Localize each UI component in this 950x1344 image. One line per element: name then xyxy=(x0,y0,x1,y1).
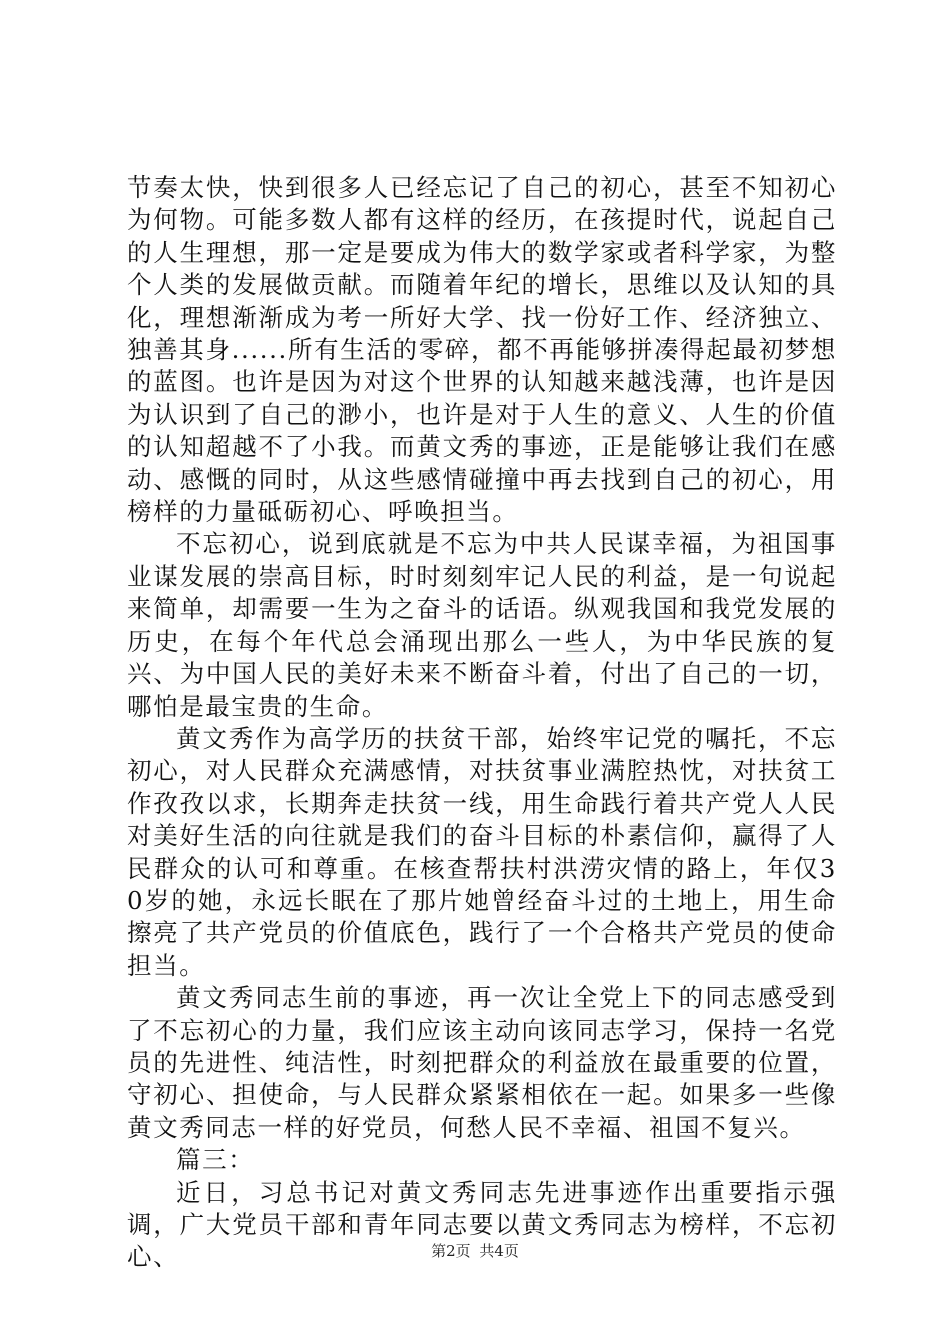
page-total: 共4页 xyxy=(479,1242,519,1260)
paragraph-1: 节奏太快，快到很多人已经忘记了自己的初心，甚至不知初心为何物。可能多数人都有这样的经历，在孩提时代，说起自己的人生理想，那一定是要成为伟大的数学家或者科学家，为整个人类的发展做贡献。而随着年纪的增长，思维以及认知的具化，理想渐渐成为考一所好大学、找一份好工作、经济独立、独善其身......所有生活的零碎，都不再能够拼凑得起最初梦想的蓝图。也许是因为对这个世界的认知越来越浅薄，也许是因为认识到了自己的渺小，也许是对于人生的意义、人生的价值的认知超越不了小我。而黄文秀的事迹，正是能够让我们在感动、感慨的同时，从这些感情碰撞中再去找到自己的初心，用榜样的力量砥砺初心、呼唤担当。 xyxy=(127,173,837,527)
document-body xyxy=(127,172,837,1274)
paragraph-5: 近日，习总书记对黄文秀同志先进事迹作出重要指示强调，广大党员干部和青年同志要以黄文秀同志为榜样，不忘初心、 xyxy=(127,1177,837,1272)
paragraph-3: 黄文秀作为高学历的扶贫干部，始终牢记党的嘱托，不忘初心，对人民群众充满感情，对扶贫事业满腔热忱，对扶贫工作孜孜以求，长期奔走扶贫一线，用生命践行着共产党人人民对美好生活的向往就是我们的奋斗目标的朴素信仰，赢得了人民群众的认可和尊重。在核查帮扶村洪涝灾情的路上，年仅30岁的她，永远长眠在了那片她曾经奋斗过的土地上，用生命擦亮了共产党员的价值底色，践行了一个合格共产党员的使命担当。 xyxy=(127,723,837,980)
paragraph-4: 黄文秀同志生前的事迹，再一次让全党上下的同志感受到了不忘初心的力量，我们应该主动向该同志学习，保持一名党员的先进性、纯洁性，时刻把群众的利益放在最重要的位置，守初心、担使命，与人民群众紧紧相依在一起。如果多一些像黄文秀同志一样的好党员，何愁人民不幸福、祖国不复兴。 xyxy=(127,983,837,1142)
paragraph-2: 不忘初心，说到底就是不忘为中共人民谋幸福，为祖国事业谋发展的崇高目标，时时刻刻牢记人民的利益，是一句说起来简单，却需要一生为之奋斗的话语。纵观我国和我党发展的历史，在每个年代总会涌现出那么一些人，为中华民族的复兴、为中国人民的美好未来不断奋斗着，付出了自己的一切，哪怕是最宝贵的生命。 xyxy=(127,529,837,721)
section-heading: 篇三： xyxy=(176,1145,255,1175)
page-number: 第2页 xyxy=(431,1242,471,1260)
page-footer xyxy=(0,1240,950,1261)
